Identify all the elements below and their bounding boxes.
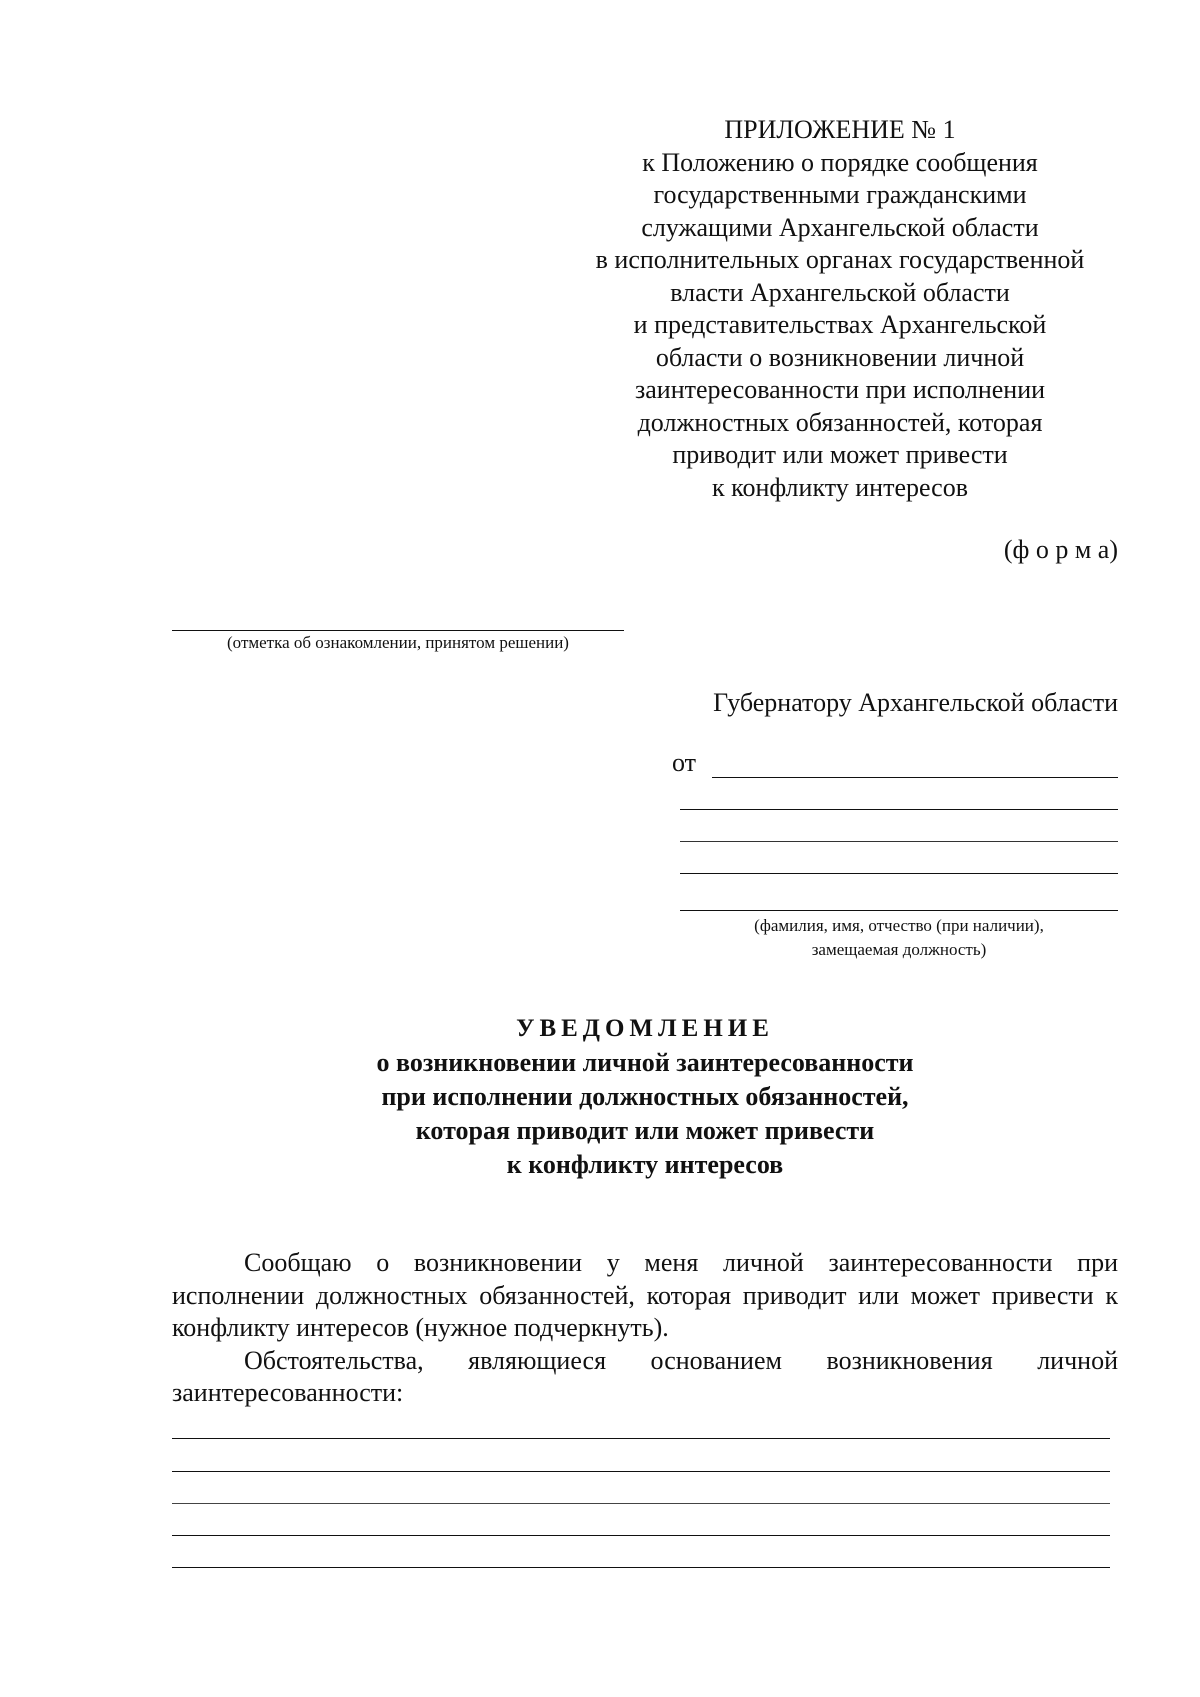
notice-subtitle-line: которая приводит или может привести	[415, 1116, 875, 1145]
appendix-line: приводит или может привести	[672, 440, 1008, 469]
body-paragraph: Обстоятельства, являющиеся основанием возникновения личной заинтересованности:	[172, 1345, 1118, 1407]
notice-heading: УВЕДОМЛЕНИЕ	[516, 1015, 774, 1042]
sender-blank-line	[680, 841, 1118, 842]
appendix-line: власти Архангельской области	[670, 277, 1010, 307]
appendix-line: должностных обязанностей, которая	[637, 407, 1043, 437]
sender-caption-line: (фамилия, имя, отчество (при наличии),	[754, 916, 1044, 935]
circumstances-blank-line	[172, 1438, 1110, 1439]
addressee-governor: Губернатору Архангельской области	[713, 688, 1118, 717]
notice-subtitle-line: о возникновении личной заинтересованности	[376, 1048, 914, 1077]
body-paragraph: Сообщаю о возникновении у меня личной заинтересованности при исполнении должностных обязанностей, которая приводит или может привести к конфликту интересов (нужное подчеркнуть).	[172, 1248, 1118, 1342]
appendix-line: в исполнительных органах государственной	[595, 245, 1085, 274]
notice-title-block	[172, 1012, 1118, 1182]
appendix-line: заинтересованности при исполнении	[634, 375, 1046, 404]
form-label: (ф о р м а)	[1003, 535, 1118, 564]
acknowledgement-blank-line	[172, 630, 624, 631]
notice-subtitle-line: к конфликту интересов	[506, 1150, 784, 1179]
appendix-line: к Положению о порядке сообщения	[642, 147, 1038, 177]
circumstances-blank-line	[172, 1471, 1110, 1472]
appendix-line: государственными гражданскими	[653, 180, 1027, 209]
appendix-line: и представительствах Архангельской	[633, 310, 1047, 339]
notice-body	[172, 1247, 1118, 1410]
from-label: от	[672, 748, 697, 777]
sender-blank-line	[680, 809, 1118, 810]
sender-blank-line	[680, 910, 1118, 911]
appendix-line: служащими Архангельской области	[641, 212, 1039, 242]
appendix-line: к конфликту интересов	[712, 472, 968, 502]
sender-blank-line	[680, 873, 1118, 874]
appendix-title: ПРИЛОЖЕНИЕ № 1	[724, 115, 956, 144]
appendix-line: области о возникновении личной	[655, 342, 1025, 372]
circumstances-blank-line	[172, 1535, 1110, 1536]
notice-subtitle-line: при исполнении должностных обязанностей,	[381, 1082, 909, 1111]
sender-caption	[680, 914, 1118, 962]
circumstances-blank-line	[172, 1567, 1110, 1568]
appendix-header	[560, 114, 1120, 504]
sender-caption-line: замещаемая должность)	[811, 940, 987, 959]
acknowledgement-caption: (отметка об ознакомлении, принятом решении)	[227, 633, 569, 652]
circumstances-blank-line	[172, 1503, 1110, 1504]
from-blank-line	[712, 777, 1118, 778]
